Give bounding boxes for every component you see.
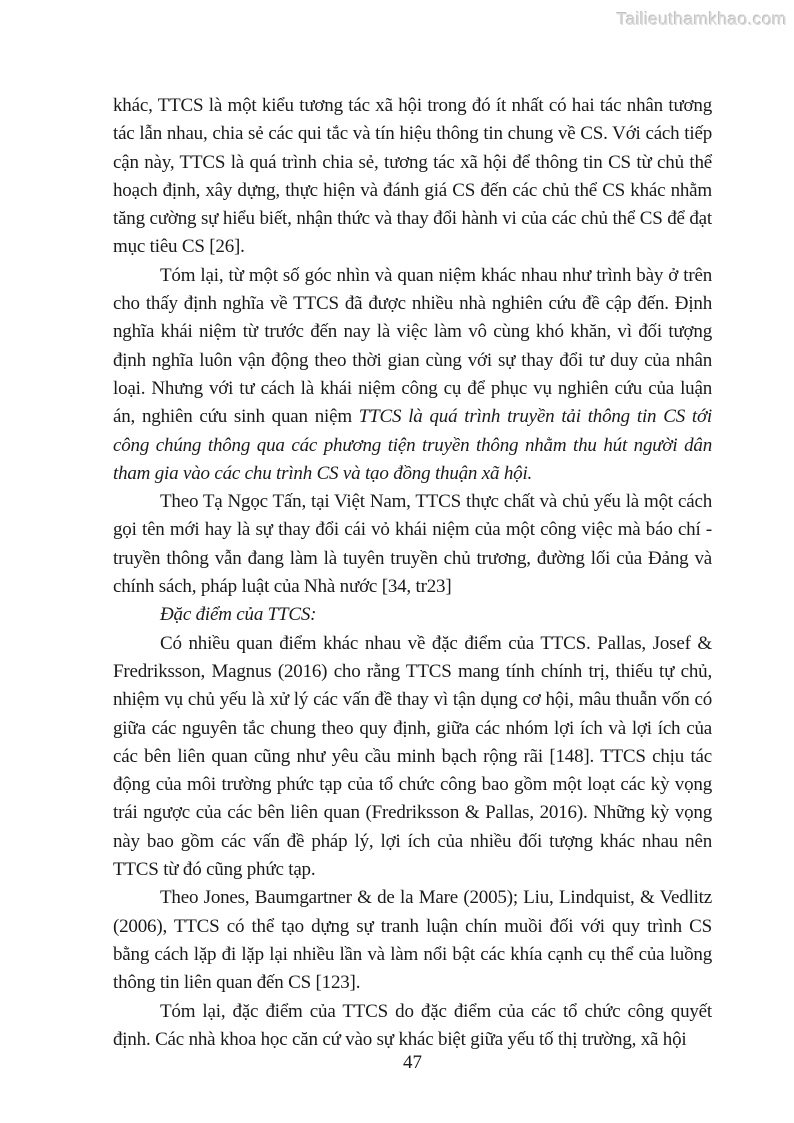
text-run: Theo Tạ Ngọc Tấn, tại Việt Nam, TTCS thực chất và chủ yếu là một cách gọi tên mới hay là sự thay đổi cái vỏ khái niệm của một công việc mà báo chí - truyền thông vẫn đang làm là tuyên truyền chủ trương, đường lối của Đảng và chính sách, pháp luật của Nhà nước [34, tr23] xyxy=(113,491,712,598)
text-run: khác, TTCS là một kiểu tương tác xã hội trong đó ít nhất có hai tác nhân tương tác lẫn nhau, chia sẻ các qui tắc và tín hiệu thông tin chung về CS. Với cách tiếp cận này, TTCS là quá trình chia sẻ, tương tác xã hội để thông tin CS từ chủ thể hoạch định, xây dựng, thực hiện và đánh giá CS đến các chủ thể CS khác nhằm tăng cường sự hiểu biết, nhận thức và thay đổi hành vi của các chủ thể CS để đạt mục tiêu CS [26]. xyxy=(113,95,712,258)
watermark-text: Tailieuthamkhao.com xyxy=(616,9,787,29)
paragraph xyxy=(113,884,712,997)
text-run: Tóm lại, từ một số góc nhìn và quan niệm khác nhau như trình bày ở trên cho thấy định nghĩa về TTCS đã được nhiều nhà nghiên cứu đề cập đến. Định nghĩa khái niệm từ trước đến nay là việc làm vô cùng khó khăn, vì đối tượng định nghĩa luôn vận động theo thời gian cùng với sự thay đổi tư duy của nhân loại. Nhưng với tư cách là khái niệm công cụ để phục vụ nghiên cứu của luận án, nghiên cứu sinh quan niệm xyxy=(113,264,712,428)
paragraph xyxy=(113,998,712,1055)
text-run: Theo Jones, Baumgartner & de la Mare (2005); Liu, Lindquist, & Vedlitz (2006), TTCS có thể tạo dựng sự tranh luận chín muồi đối với quy trình CS bằng cách lặp đi lặp lại nhiều lần và làm nổi bật các khía cạnh cụ thể của luồng thông tin liên quan đến CS [123]. xyxy=(113,887,712,994)
paragraph xyxy=(113,630,712,885)
paragraph xyxy=(113,92,712,262)
text-run: Có nhiều quan điểm khác nhau về đặc điểm của TTCS. Pallas, Josef & Fredriksson, Magnus (2016) cho rằng TTCS mang tính chính trị, thiếu tự chủ, nhiệm vụ chủ yếu là xử lý các vấn đề thay vì tận dụng cơ hội, mâu thuẫn vốn có giữa các nguyên tắc chung theo quy định, giữa các nhóm lợi ích và lợi ích của các bên liên quan cũng như yêu cầu minh bạch rộng rãi [148]. TTCS chịu tác động của môi trường phức tạp của tổ chức công bao gồm một loạt các kỳ vọng trái ngược của các bên liên quan (Fredriksson & Pallas, 2016). Những kỳ vọng này bao gồm các vấn đề pháp lý, lợi ích của nhiều đối tượng khác nhau nên TTCS từ đó cũng phức tạp. xyxy=(113,632,712,881)
paragraph xyxy=(113,262,712,488)
text-run: Đặc điểm của TTCS: xyxy=(160,604,317,626)
paragraph xyxy=(113,488,712,601)
text-run: TTCS là quá trình truyền tải thông tin CS tới công chúng thông qua các phương tiện truyền thông nhằm thu hút người dân tham gia vào các chu trình CS và tạo đồng thuận xã hội. xyxy=(113,406,712,484)
page-number: 47 xyxy=(403,1052,422,1073)
document-body xyxy=(113,92,712,1054)
paragraph xyxy=(113,601,712,629)
text-run: Tóm lại, đặc điểm của TTCS do đặc điểm của các tổ chức công quyết định. Các nhà khoa học căn cứ vào sự khác biệt giữa yếu tố thị trường, xã hội xyxy=(113,1000,712,1050)
